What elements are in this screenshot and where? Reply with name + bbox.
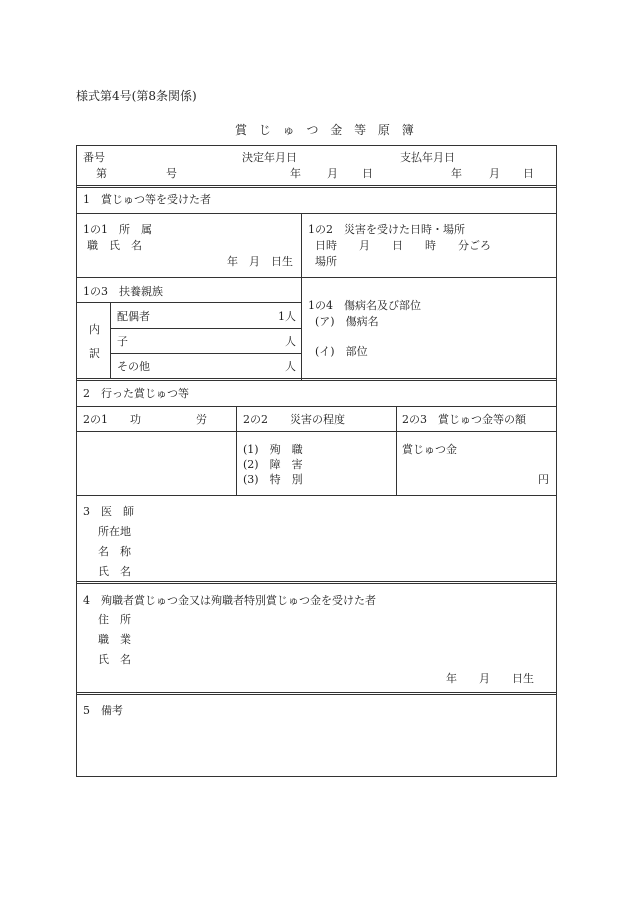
child-label: 子: [117, 335, 128, 348]
s1-2-place: 場所: [315, 255, 337, 268]
divider: [76, 495, 557, 496]
payment-date-label: 支払年月日: [400, 151, 455, 164]
s1-3-side-1: 内: [89, 323, 100, 336]
amount-yen: 円: [538, 473, 549, 486]
decision-date-label: 決定年月日: [242, 151, 297, 164]
s3-person: 氏 名: [98, 565, 131, 578]
s1-heading: 1 賞じゅつ等を受けた者: [83, 193, 211, 206]
s1-2-datetime: 日時 月 日 時 分ごろ: [315, 239, 491, 252]
s5-heading: 5 備考: [83, 704, 123, 717]
form-id: 様式第4号(第8条関係): [76, 89, 197, 103]
divider: [76, 692, 557, 695]
divider: [301, 213, 302, 380]
s4-address: 住 所: [98, 613, 131, 626]
divider: [76, 378, 557, 381]
other-label: その他: [117, 360, 150, 373]
divider: [76, 213, 557, 214]
s1-4-b: (イ) 部位: [315, 345, 368, 358]
s2-1-label: 2の1 功 労: [83, 413, 207, 426]
divider: [76, 581, 557, 584]
divider: [76, 431, 557, 432]
s2-heading: 2 行った賞じゅつ等: [83, 387, 189, 400]
payment-day: 日: [523, 167, 534, 180]
s1-1-birth: 年 月 日生: [227, 255, 293, 268]
s2-2-label: 2の2 災害の程度: [243, 413, 345, 426]
divider: [236, 406, 237, 495]
s4-heading: 4 殉職者賞じゅつ金又は殉職者特別賞じゅつ金を受けた者: [83, 594, 376, 607]
divider: [76, 277, 557, 278]
decision-day: 日: [362, 167, 373, 180]
spouse-label: 配偶者: [117, 310, 150, 323]
s4-birth: 年 月 日生: [446, 672, 534, 685]
form-title: 賞 じ ゅ つ 金 等 原 簿: [235, 123, 418, 137]
s1-1-name: 職 氏 名: [87, 239, 142, 252]
s3-name: 名 称: [98, 545, 131, 558]
s1-3-label: 1の3 扶養親族: [83, 285, 163, 298]
s1-3-side-2: 訳: [89, 347, 100, 360]
divider: [76, 406, 557, 407]
s1-1-label: 1の1 所 属: [83, 223, 152, 236]
s4-job: 職 業: [98, 633, 131, 646]
s2-option-3: (3) 特 別: [243, 473, 303, 486]
s1-4-a: (ア) 傷病名: [315, 315, 379, 328]
number-dai: 第: [96, 167, 107, 180]
s1-2-label: 1の2 災害を受けた日時・場所: [308, 223, 465, 236]
decision-year: 年: [290, 167, 301, 180]
s4-person: 氏 名: [98, 653, 131, 666]
decision-month: 月: [327, 167, 338, 180]
s3-address: 所在地: [98, 525, 131, 538]
other-count: 人: [285, 360, 296, 373]
number-go: 号: [166, 167, 177, 180]
payment-month: 月: [489, 167, 500, 180]
s2-option-2: (2) 障 害: [243, 458, 303, 471]
divider: [110, 328, 301, 329]
divider: [110, 353, 301, 354]
divider: [110, 302, 111, 378]
spouse-count: 1人: [278, 310, 296, 323]
s1-4-label: 1の4 傷病名及び部位: [308, 299, 421, 312]
number-label: 番号: [83, 151, 105, 164]
divider: [76, 185, 557, 188]
child-count: 人: [285, 335, 296, 348]
divider: [396, 406, 397, 495]
s2-3-label: 2の3 賞じゅつ金等の額: [402, 413, 526, 426]
s3-heading: 3 医 師: [83, 505, 134, 518]
s2-option-1: (1) 殉 職: [243, 443, 303, 456]
amount-label: 賞じゅつ金: [402, 443, 457, 456]
payment-year: 年: [451, 167, 462, 180]
